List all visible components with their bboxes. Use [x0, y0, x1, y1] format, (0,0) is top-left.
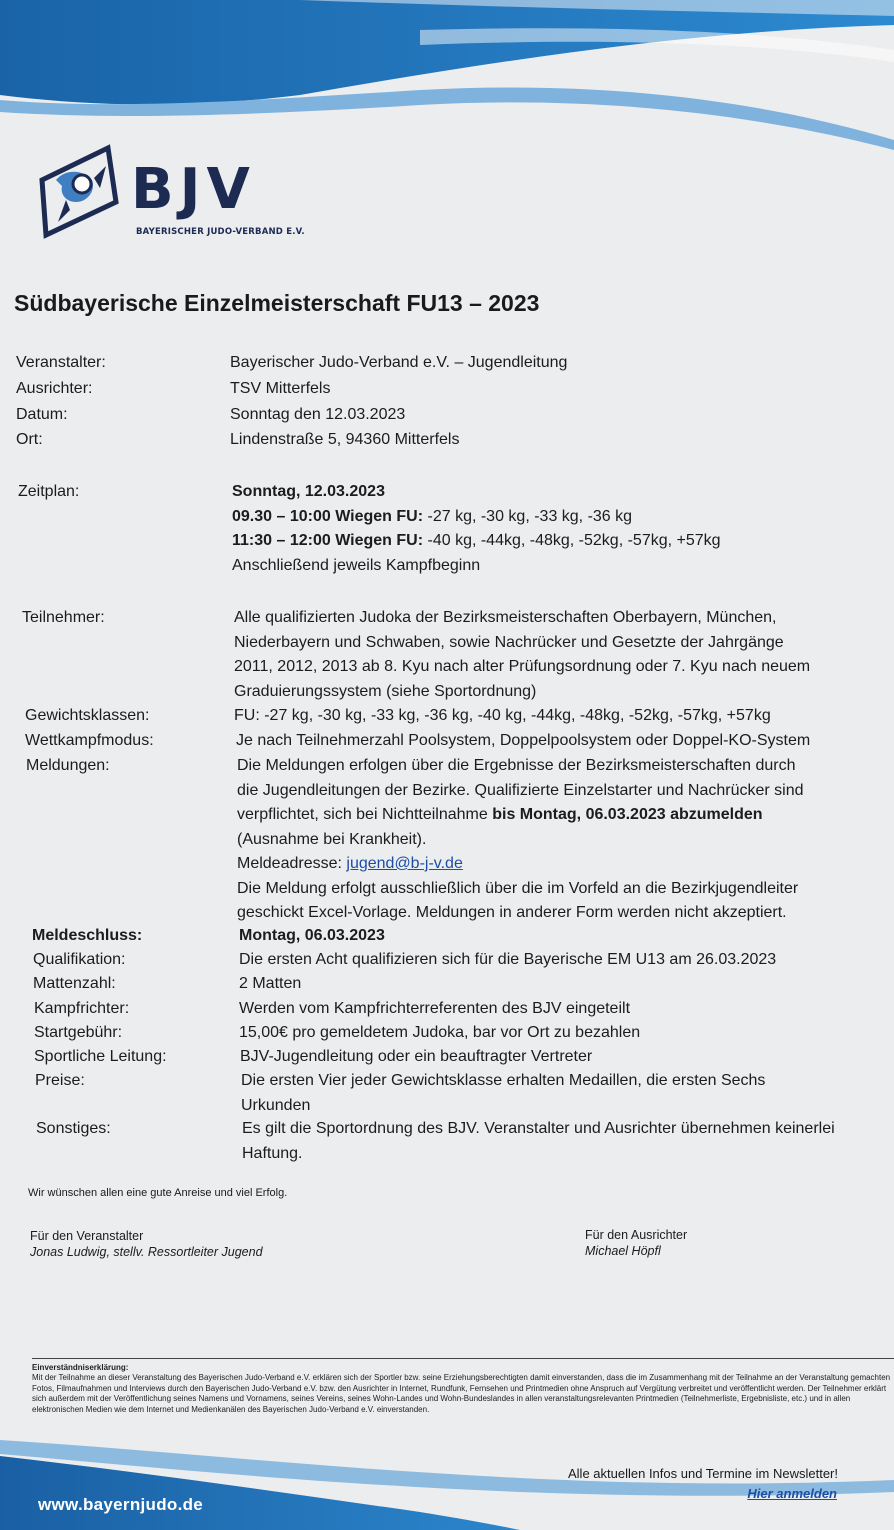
- value-kampfrichter: Werden vom Kampfrichterreferenten des BJV eingeteilt: [239, 1000, 631, 1017]
- zeitplan-slot-2-time: 11:30 – 12:00 Wiegen FU:: [232, 532, 424, 549]
- newsletter-signup-link[interactable]: Hier anmelden: [747, 1486, 837, 1501]
- label-sportliche-leitung: Sportliche Leitung:: [34, 1048, 167, 1065]
- teilnehmer-line: Graduierungssystem (siehe Sportordnung): [234, 682, 537, 700]
- newsletter-text: Alle aktuellen Infos und Termine im Newsletter!: [568, 1466, 838, 1481]
- preise-line: Die ersten Vier jeder Gewichtsklasse erhalten Medaillen, die ersten Sechs: [241, 1072, 766, 1089]
- bjv-logo: [36, 140, 326, 250]
- signature-organizer-name: Jonas Ludwig, stellv. Ressortleiter Jugend: [30, 1245, 263, 1259]
- zeitplan-slot-2: [232, 529, 721, 554]
- teilnehmer-line: Alle qualifizierten Judoka der Bezirksmeisterschaften Oberbayern, München,: [234, 609, 777, 626]
- signature-host: [585, 1227, 687, 1259]
- meldungen-deadline-text: verpflichtet, sich bei Nichtteilnahme: [237, 806, 493, 823]
- label-ausrichter: Ausrichter:: [16, 380, 93, 397]
- label-meldeschluss: Meldeschluss:: [32, 927, 143, 944]
- value-datum: Sonntag den 12.03.2023: [230, 406, 406, 423]
- meldungen-line: Die Meldungen erfolgen über die Ergebnisse der Bezirksmeisterschaften durch: [237, 757, 796, 774]
- label-sonstiges: Sonstiges:: [36, 1120, 111, 1137]
- consent-divider: [32, 1358, 894, 1359]
- label-kampfrichter: Kampfrichter:: [34, 1000, 130, 1017]
- value-startgebuehr: 15,00€ pro gemeldetem Judoka, bar vor Ort zu bezahlen: [239, 1024, 641, 1041]
- label-zeitplan: Zeitplan:: [18, 483, 80, 500]
- label-mattenzahl: Mattenzahl:: [33, 975, 116, 992]
- consent-title: Einverständniserklärung:: [32, 1363, 129, 1372]
- zeitplan-note: Anschließend jeweils Kampfbeginn: [232, 556, 481, 574]
- label-preise: Preise:: [35, 1072, 85, 1089]
- meldeadresse-label: Meldeadresse:: [237, 855, 347, 872]
- sonstiges-line: Es gilt die Sportordnung des BJV. Veranstalter und Ausrichter übernehmen keinerlei: [242, 1120, 835, 1137]
- label-datum: Datum:: [16, 406, 68, 423]
- meldungen-line-deadline: [237, 803, 804, 828]
- value-gewichtsklassen: FU: -27 kg, -30 kg, -33 kg, -36 kg, -40 kg, -44kg, -48kg, -52kg, -57kg, +57kg: [234, 707, 771, 724]
- signature-organizer: [30, 1228, 263, 1260]
- preise-line: Urkunden: [241, 1096, 311, 1114]
- teilnehmer-line: Niederbayern und Schwaben, sowie Nachrücker und Gesetzte der Jahrgänge: [234, 633, 784, 651]
- logo-wordmark: BJV: [131, 157, 256, 222]
- label-gewichtsklassen: Gewichtsklassen:: [25, 707, 150, 724]
- value-wettkampfmodus: Je nach Teilnehmerzahl Poolsystem, Doppelpoolsystem oder Doppel-KO-System: [236, 732, 811, 749]
- label-teilnehmer: Teilnehmer:: [22, 609, 105, 626]
- label-wettkampfmodus: Wettkampfmodus:: [25, 732, 154, 749]
- value-sportliche-leitung: BJV-Jugendleitung oder ein beauftragter Vertreter: [240, 1048, 593, 1065]
- label-qualifikation: Qualifikation:: [33, 951, 126, 968]
- signature-host-name: Michael Höpfl: [585, 1244, 661, 1258]
- value-mattenzahl: 2 Matten: [239, 975, 302, 992]
- signature-organizer-role: Für den Veranstalter: [30, 1229, 144, 1243]
- judo-emblem-icon: [36, 140, 122, 240]
- label-startgebuehr: Startgebühr:: [34, 1024, 123, 1041]
- consent-text: Mit der Teilnahme an dieser Veranstaltung des Bayerischen Judo-Verband e.V. erklären sich der Sportler bzw. seine Erziehungsberechtigten damit einverstanden, dass die im Zusammenhang mit der Teilnahme an der Veranstaltung gemachten Fotos, Filmaufnahmen und Interviews durch den Bayerischen Judo-Verband e.V. bzw. den Ausrichter in Internet, Rundfunk, Fernsehen und Printmedien ohne Anspruch auf Vergütung verbreitet und veröffentlicht werden. Der Teilnehmer erklärt sich außerdem mit der Veröffentlichung seines Namens und Vornamens, seines Vereins, seines Wohn-Landes und Wohn-Bundeslandes in allen veranstaltungsrelevanten Printmedien (Teilnehmerliste, Ergebnisliste, etc.) und in allen elektronischen Medien wie dem Internet und Medienkanälen des Bayerischen Judo-Verband e.V. einverstanden.: [32, 1373, 891, 1414]
- closing-greeting: Wir wünschen allen eine gute Anreise und viel Erfolg.: [28, 1187, 288, 1199]
- label-veranstalter: Veranstalter:: [16, 354, 106, 371]
- meldungen-deadline-bold: bis Montag, 06.03.2023 abzumelden: [492, 806, 763, 823]
- logo-subtitle: BAYERISCHER JUDO-VERBAND E.V.: [136, 227, 305, 237]
- signature-host-role: Für den Ausrichter: [585, 1228, 688, 1242]
- teilnehmer-line: 2011, 2012, 2013 ab 8. Kyu nach alter Prüfungsordnung oder 7. Kyu nach neuem: [234, 658, 811, 675]
- label-ort: Ort:: [16, 431, 43, 448]
- meldungen-line: die Jugendleitungen der Bezirke. Qualifizierte Einzelstarter und Nachrücker sind: [237, 781, 804, 799]
- zeitplan-slot-1-time: 09.30 – 10:00 Wiegen FU:: [232, 507, 424, 525]
- zeitplan-slot-1-weights: -27 kg, -30 kg, -33 kg, -36 kg: [423, 507, 633, 525]
- value-ausrichter: TSV Mitterfels: [230, 380, 331, 397]
- sonstiges-line: Haftung.: [242, 1144, 303, 1162]
- meldungen-line: Die Meldung erfolgt ausschließlich über die im Vorfeld an die Bezirkjugendleiter: [237, 879, 799, 897]
- zeitplan-slot-1: [232, 505, 721, 530]
- zeitplan-day: Sonntag, 12.03.2023: [232, 483, 385, 500]
- page-title: Südbayerische Einzelmeisterschaft FU13 – 2023: [14, 290, 540, 316]
- consent-declaration: [32, 1363, 894, 1415]
- footer-website-link[interactable]: www.bayernjudo.de: [38, 1495, 204, 1514]
- meldeadresse-email-link[interactable]: jugend@b-j-v.de: [346, 855, 463, 872]
- meldeadresse-line: [237, 852, 804, 877]
- zeitplan-slot-2-weights: -40 kg, -44kg, -48kg, -52kg, -57kg, +57kg: [423, 532, 721, 549]
- meldungen-line: (Ausnahme bei Krankheit).: [237, 830, 427, 848]
- value-meldeschluss: Montag, 06.03.2023: [239, 927, 385, 944]
- value-qualifikation: Die ersten Acht qualifizieren sich für die Bayerische EM U13 am 26.03.2023: [239, 951, 777, 968]
- value-ort: Lindenstraße 5, 94360 Mitterfels: [230, 431, 460, 448]
- label-meldungen: Meldungen:: [26, 757, 110, 774]
- meldungen-line: geschickt Excel-Vorlage. Meldungen in anderer Form werden nicht akzeptiert.: [237, 904, 787, 921]
- value-veranstalter: Bayerischer Judo-Verband e.V. – Jugendleitung: [230, 354, 568, 371]
